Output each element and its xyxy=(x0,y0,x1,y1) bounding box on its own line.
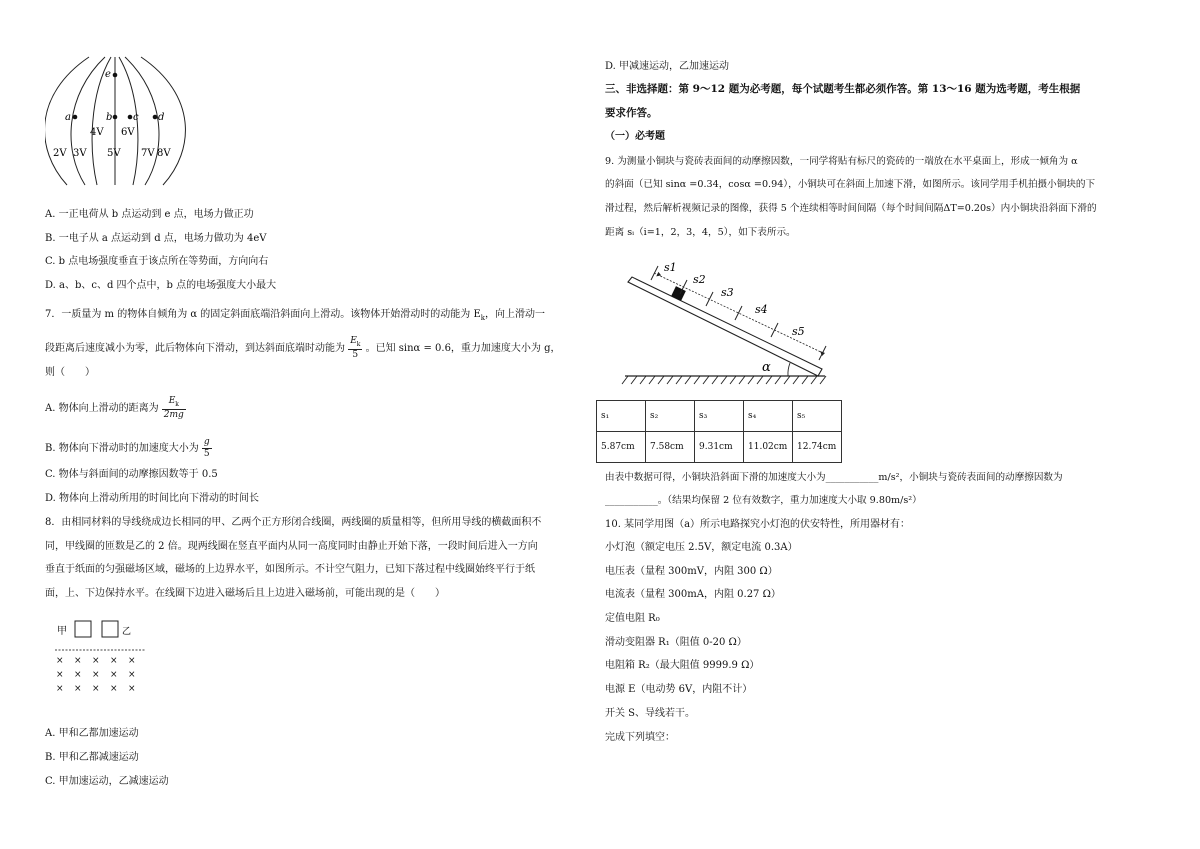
potential-label: 3V xyxy=(73,148,87,159)
coil-magnetic-field-figure xyxy=(55,618,165,698)
svg-text:×: × xyxy=(74,684,82,694)
s5-label: s5 xyxy=(792,325,805,338)
q7-option-d: D. 物体向上滑动所用的时间比向下滑动的时间长 xyxy=(45,493,260,504)
equipment-item: 开关 S、导线若干。 xyxy=(605,708,696,719)
table-header-cell: s₁ xyxy=(597,401,646,432)
coil-jia xyxy=(75,621,91,637)
table-header-cell: s₅ xyxy=(793,401,842,432)
section-three-heading: 三、非选择题：第 9～12 题为必考题，每个试题考生都必须作答。第 13～16 题为选考题，考生根据 xyxy=(605,83,1081,95)
svg-text:×: × xyxy=(128,684,136,694)
label-jia: 甲 xyxy=(57,626,67,637)
q6-option-d: D. a、b、c、d 四个点中，b 点的电场强度大小最大 xyxy=(45,280,277,291)
equipment-item: 定值电阻 R₀ xyxy=(605,613,660,624)
q9-question-line1: 由表中数据可得，小铜块沿斜面下滑的加速度大小为___________m/s²，小铜块与瓷砖表面间的动摩擦因数为 xyxy=(605,472,1063,483)
point-label-a: a xyxy=(65,112,71,123)
point-label-e: e xyxy=(105,69,111,80)
table-header-row xyxy=(597,401,842,432)
fill-in-instruction: 完成下列填空： xyxy=(605,732,675,743)
s2-label: s2 xyxy=(693,273,706,286)
table-cell: 11.02cm xyxy=(744,432,793,463)
s4-label: s4 xyxy=(755,303,768,316)
q9-stem-line1: 9. 为测量小铜块与瓷砖表面间的动摩擦因数，一同学将贴有标尺的瓷砖的一端放在水平桌面上，形成一倾角为 α xyxy=(605,156,1078,167)
displacement-table xyxy=(596,400,842,463)
subsection-required: （一）必考题 xyxy=(605,131,665,142)
table-header-cell: s₃ xyxy=(695,401,744,432)
point-label-d: d xyxy=(158,112,165,123)
q8-option-c: C. 甲加速运动，乙减速运动 xyxy=(45,776,169,787)
q7-option-b: B. 物体向下滑动时的加速度大小为 $\frac{g}{5}$ xyxy=(45,437,210,459)
table-cell: 9.31cm xyxy=(695,432,744,463)
table-cell: 5.87cm xyxy=(597,432,646,463)
q8-stem-line2: 同，甲线圈的匝数是乙的 2 倍。现两线圈在竖直平面内从同一高度同时由静止开始下落，一段时间后进入一方向 xyxy=(45,541,538,552)
fraction-ek-over-2mg: $\frac{E_k}{2mg}$ xyxy=(163,395,184,421)
q8-option-b: B. 甲和乙都减速运动 xyxy=(45,752,139,763)
q8-stem-line3: 垂直于纸面的匀强磁场区域，磁场的上边界水平，如图所示。不计空气阻力，已知下落过程中线圈始终平行于纸 xyxy=(45,564,535,575)
coil-yi xyxy=(102,621,118,637)
q10-stem: 10. 某同学用图（a）所示电路探究小灯泡的伏安特性，所用器材有： xyxy=(605,519,911,530)
equipment-item: 小灯泡（额定电压 2.5V，额定电流 0.3A） xyxy=(605,542,798,553)
q7-stem-line3: 则（ ） xyxy=(45,367,95,378)
incline-figure xyxy=(620,255,835,390)
potential-label: 2V xyxy=(53,148,67,159)
potential-label: 7V xyxy=(141,148,155,159)
label-yi: 乙 xyxy=(122,627,132,637)
point-label-c: c xyxy=(133,112,139,123)
svg-text:×: × xyxy=(110,670,118,680)
q8-stem-line4: 面，上、下边保持水平。在线圈下边进入磁场后且上边进入磁场前，可能出现的是（ ） xyxy=(45,588,445,599)
equipment-item: 电压表（量程 300mV，内阻 300 Ω） xyxy=(605,566,778,577)
table-cell: 12.74cm xyxy=(793,432,842,463)
section-three-heading-cont: 要求作答。 xyxy=(605,107,658,119)
table-header-cell: s₂ xyxy=(646,401,695,432)
q9-stem-line2: 的斜面（已知 sinα =0.34，cosα =0.94），小铜块可在斜面上加速下滑，如图所示。该同学用手机拍摄小铜块的下 xyxy=(605,179,1096,190)
q7-stem-line2: 段距离后速度减小为零，此后物体向下滑动，到达斜面底端时动能为 $\frac{E_k}{5}$ 。已知 sinα = 0.6，重力加速度大小为 g， xyxy=(45,335,561,361)
svg-text:×: × xyxy=(92,670,100,680)
svg-text:×: × xyxy=(74,670,82,680)
svg-text:×: × xyxy=(74,656,82,666)
q7-option-a: A. 物体向上滑动的距离为 $\frac{E_k}{2mg}$ xyxy=(45,395,184,421)
q7-stem-line1: 7．一质量为 m 的物体自倾角为 α 的固定斜面底端沿斜面向上滑动。该物体开始滑动时的动能为 $E_k$，向上滑动一 xyxy=(45,309,546,322)
fraction-ek-over-5: $\frac{E_k}{5}$ xyxy=(350,335,361,361)
svg-text:×: × xyxy=(128,670,136,680)
equipment-item: 电源 E（电动势 6V，内阻不计） xyxy=(605,684,753,695)
potential-label: 5V xyxy=(107,148,121,159)
q7-option-c: C. 物体与斜面间的动摩擦因数等于 0.5 xyxy=(45,469,218,480)
svg-text:×: × xyxy=(92,656,100,666)
q8-stem-line1: 8．由相同材料的导线绕成边长相同的甲、乙两个正方形闭合线圈，两线圈的质量相等，但所用导线的横截面积不 xyxy=(45,517,542,528)
svg-text:×: × xyxy=(128,656,136,666)
equipment-item: 电阻箱 R₂（最大阻值 9999.9 Ω） xyxy=(605,660,760,671)
table-header-cell: s₄ xyxy=(744,401,793,432)
point-label-b: b xyxy=(106,112,113,123)
table-row xyxy=(597,432,842,463)
svg-text:×: × xyxy=(56,684,64,694)
svg-text:×: × xyxy=(110,656,118,666)
s3-label: s3 xyxy=(721,286,734,299)
fraction-g-over-5: $\frac{g}{5}$ xyxy=(203,437,210,459)
s1-label: s1 xyxy=(664,261,677,274)
q8-option-a: A. 甲和乙都加速运动 xyxy=(45,728,139,739)
q9-question-line2: ___________。（结果均保留 2 位有效数字，重力加速度大小取 9.80m/s²） xyxy=(605,495,922,506)
potential-label: 4V xyxy=(90,127,104,138)
svg-text:×: × xyxy=(56,670,64,680)
equipment-item: 滑动变阻器 R₁（阻值 0-20 Ω） xyxy=(605,637,747,648)
q9-stem-line4: 距离 sᵢ（i=1，2，3，4，5），如下表所示。 xyxy=(605,227,796,238)
angle-alpha-label: α xyxy=(762,360,771,375)
q6-option-b: B. 一电子从 a 点运动到 d 点，电场力做功为 4eV xyxy=(45,233,267,244)
svg-text:×: × xyxy=(92,684,100,694)
q9-stem-line3: 滑过程，然后解析视频记录的图像，获得 5 个连续相等时间间隔（每个时间间隔ΔT=0.20s）内小铜块沿斜面下滑的 xyxy=(605,203,1097,214)
equipotential-figure xyxy=(45,55,195,187)
svg-text:×: × xyxy=(110,684,118,694)
q6-option-c: C. b 点电场强度垂直于该点所在等势面，方向向右 xyxy=(45,256,269,267)
potential-label: 8V xyxy=(157,148,171,159)
potential-label: 6V xyxy=(121,127,135,138)
svg-text:×: × xyxy=(56,656,64,666)
q6-option-a: A. 一正电荷从 b 点运动到 e 点，电场力做正功 xyxy=(45,209,254,220)
equipment-item: 电流表（量程 300mA，内阻 0.27 Ω） xyxy=(605,589,781,600)
table-cell: 7.58cm xyxy=(646,432,695,463)
q8-option-d: D. 甲减速运动，乙加速运动 xyxy=(605,61,730,72)
